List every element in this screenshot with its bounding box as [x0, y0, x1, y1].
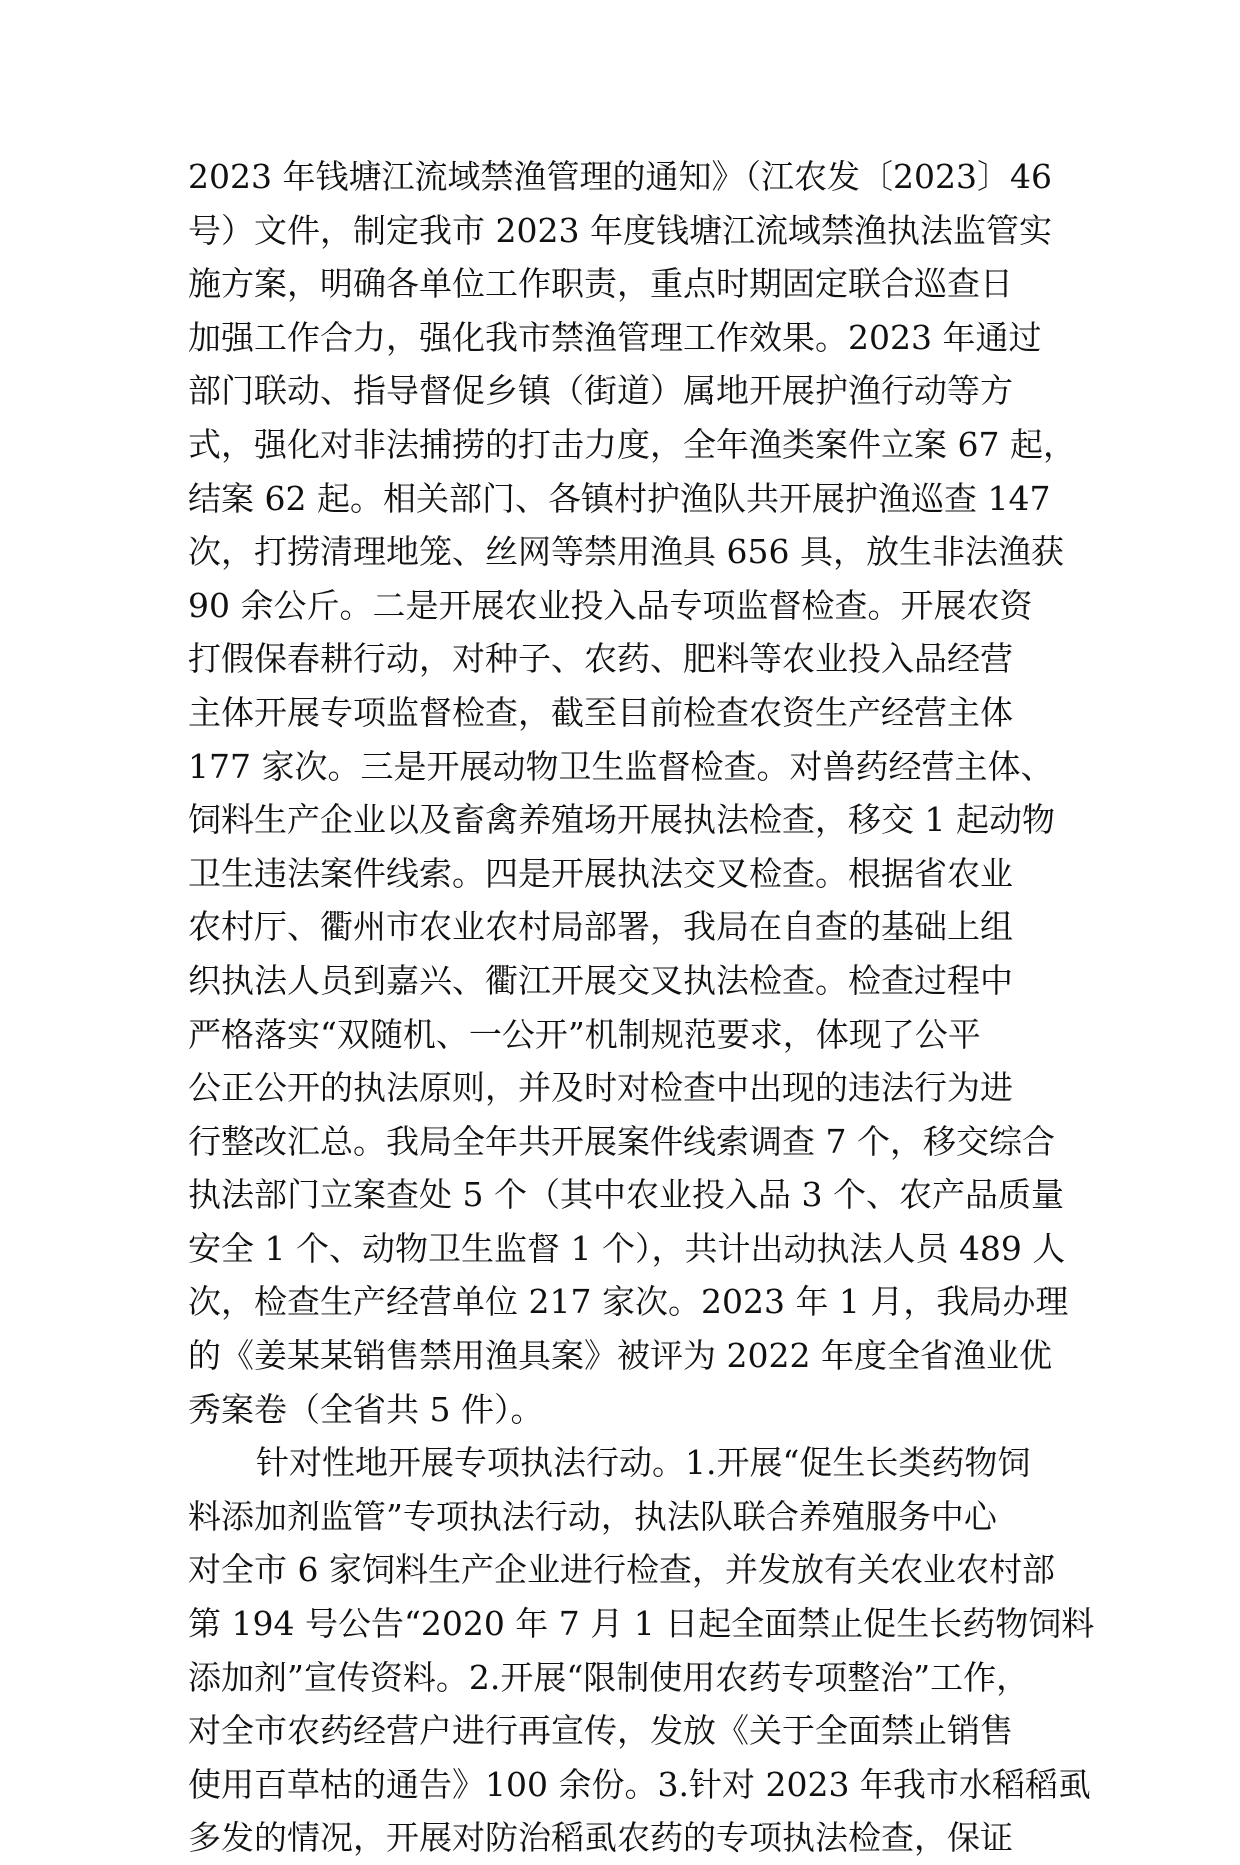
text-line: 90 余公斤。二是开展农业投入品专项监督检查。开展农资: [188, 585, 1033, 625]
text-line: 使用百草枯的通告》100 余份。3.针对 2023 年我市水稻稻虱: [188, 1764, 1091, 1804]
text-line: 对全市农药经营户进行再宣传，发放《关于全面禁止销售: [188, 1711, 1013, 1751]
paragraph-start-line: 针对性地开展专项执法行动。1.开展“促生长类药物饲: [256, 1443, 1031, 1483]
text-line: 严格落实“双随机、一公开”机制规范要求，体现了公平: [188, 1014, 981, 1054]
text-line: 行整改汇总。我局全年共开展案件线索调查 7 个，移交综合: [188, 1121, 1055, 1161]
text-line: 的《姜某某销售禁用渔具案》被评为 2022 年度全省渔业优: [188, 1336, 1052, 1376]
text-line: 施方案，明确各单位工作职责，重点时期固定联合巡查日: [188, 264, 1013, 304]
text-line: 公正公开的执法原则，并及时对检查中出现的违法行为进: [188, 1068, 1013, 1108]
text-line: 卫生违法案件线索。四是开展执法交叉检查。根据省农业: [188, 853, 1013, 893]
text-line: 主体开展专项监督检查，截至目前检查农资生产经营主体: [188, 692, 1013, 732]
text-line: 加强工作合力，强化我市禁渔管理工作效果。2023 年通过: [188, 317, 1042, 357]
text-line: 177 家次。三是开展动物卫生监督检查。对兽药经营主体、: [188, 746, 1054, 786]
text-line: 添加剂”宣传资料。2.开展“限制使用农药专项整治”工作，: [188, 1657, 1030, 1697]
document-body: [188, 150, 1095, 1865]
text-line: 次，打捞清理地笼、丝网等禁用渔具 656 具，放生非法渔获: [188, 532, 1064, 572]
text-line: 式，强化对非法捕捞的打击力度，全年渔类案件立案 67 起，: [188, 424, 1076, 464]
text-line: 秀案卷（全省共 5 件）。: [188, 1389, 544, 1429]
text-line: 2023 年钱塘江流域禁渔管理的通知》（江农发〔2023〕46: [188, 157, 1052, 196]
text-line: 结案 62 起。相关部门、各镇村护渔队共开展护渔巡查 147: [188, 478, 1051, 518]
text-line: 农村厅、衢州市农业农村局部署，我局在自查的基础上组: [188, 907, 1013, 947]
text-line: 织执法人员到嘉兴、衢江开展交叉执法检查。检查过程中: [188, 960, 1013, 1000]
text-line: 第 194 号公告“2020 年 7 月 1 日起全面禁止促生长药物饲料: [188, 1604, 1095, 1644]
text-line: 部门联动、指导督促乡镇（街道）属地开展护渔行动等方: [188, 371, 1013, 411]
text-line: 多发的情况，开展对防治稻虱农药的专项执法检查，保证: [188, 1818, 1013, 1858]
text-line: 次，检查生产经营单位 217 家次。2023 年 1 月，我局办理: [188, 1282, 1069, 1322]
text-line: 料添加剂监管”专项执法行动，执法队联合养殖服务中心: [188, 1496, 997, 1536]
text-line: 打假保春耕行动，对种子、农药、肥料等农业投入品经营: [188, 639, 1013, 679]
text-line: 对全市 6 家饲料生产企业进行检查，并发放有关农业农村部: [188, 1550, 1055, 1590]
text-line: 饲料生产企业以及畜禽养殖场开展执法检查，移交 1 起动物: [188, 800, 1055, 840]
text-line: 号）文件，制定我市 2023 年度钱塘江流域禁渔执法监管实: [188, 210, 1052, 250]
text-line: 执法部门立案查处 5 个（其中农业投入品 3 个、农产品质量: [188, 1175, 1064, 1215]
text-line: 安全 1 个、动物卫生监督 1 个），共计出动执法人员 489 人: [188, 1228, 1066, 1268]
